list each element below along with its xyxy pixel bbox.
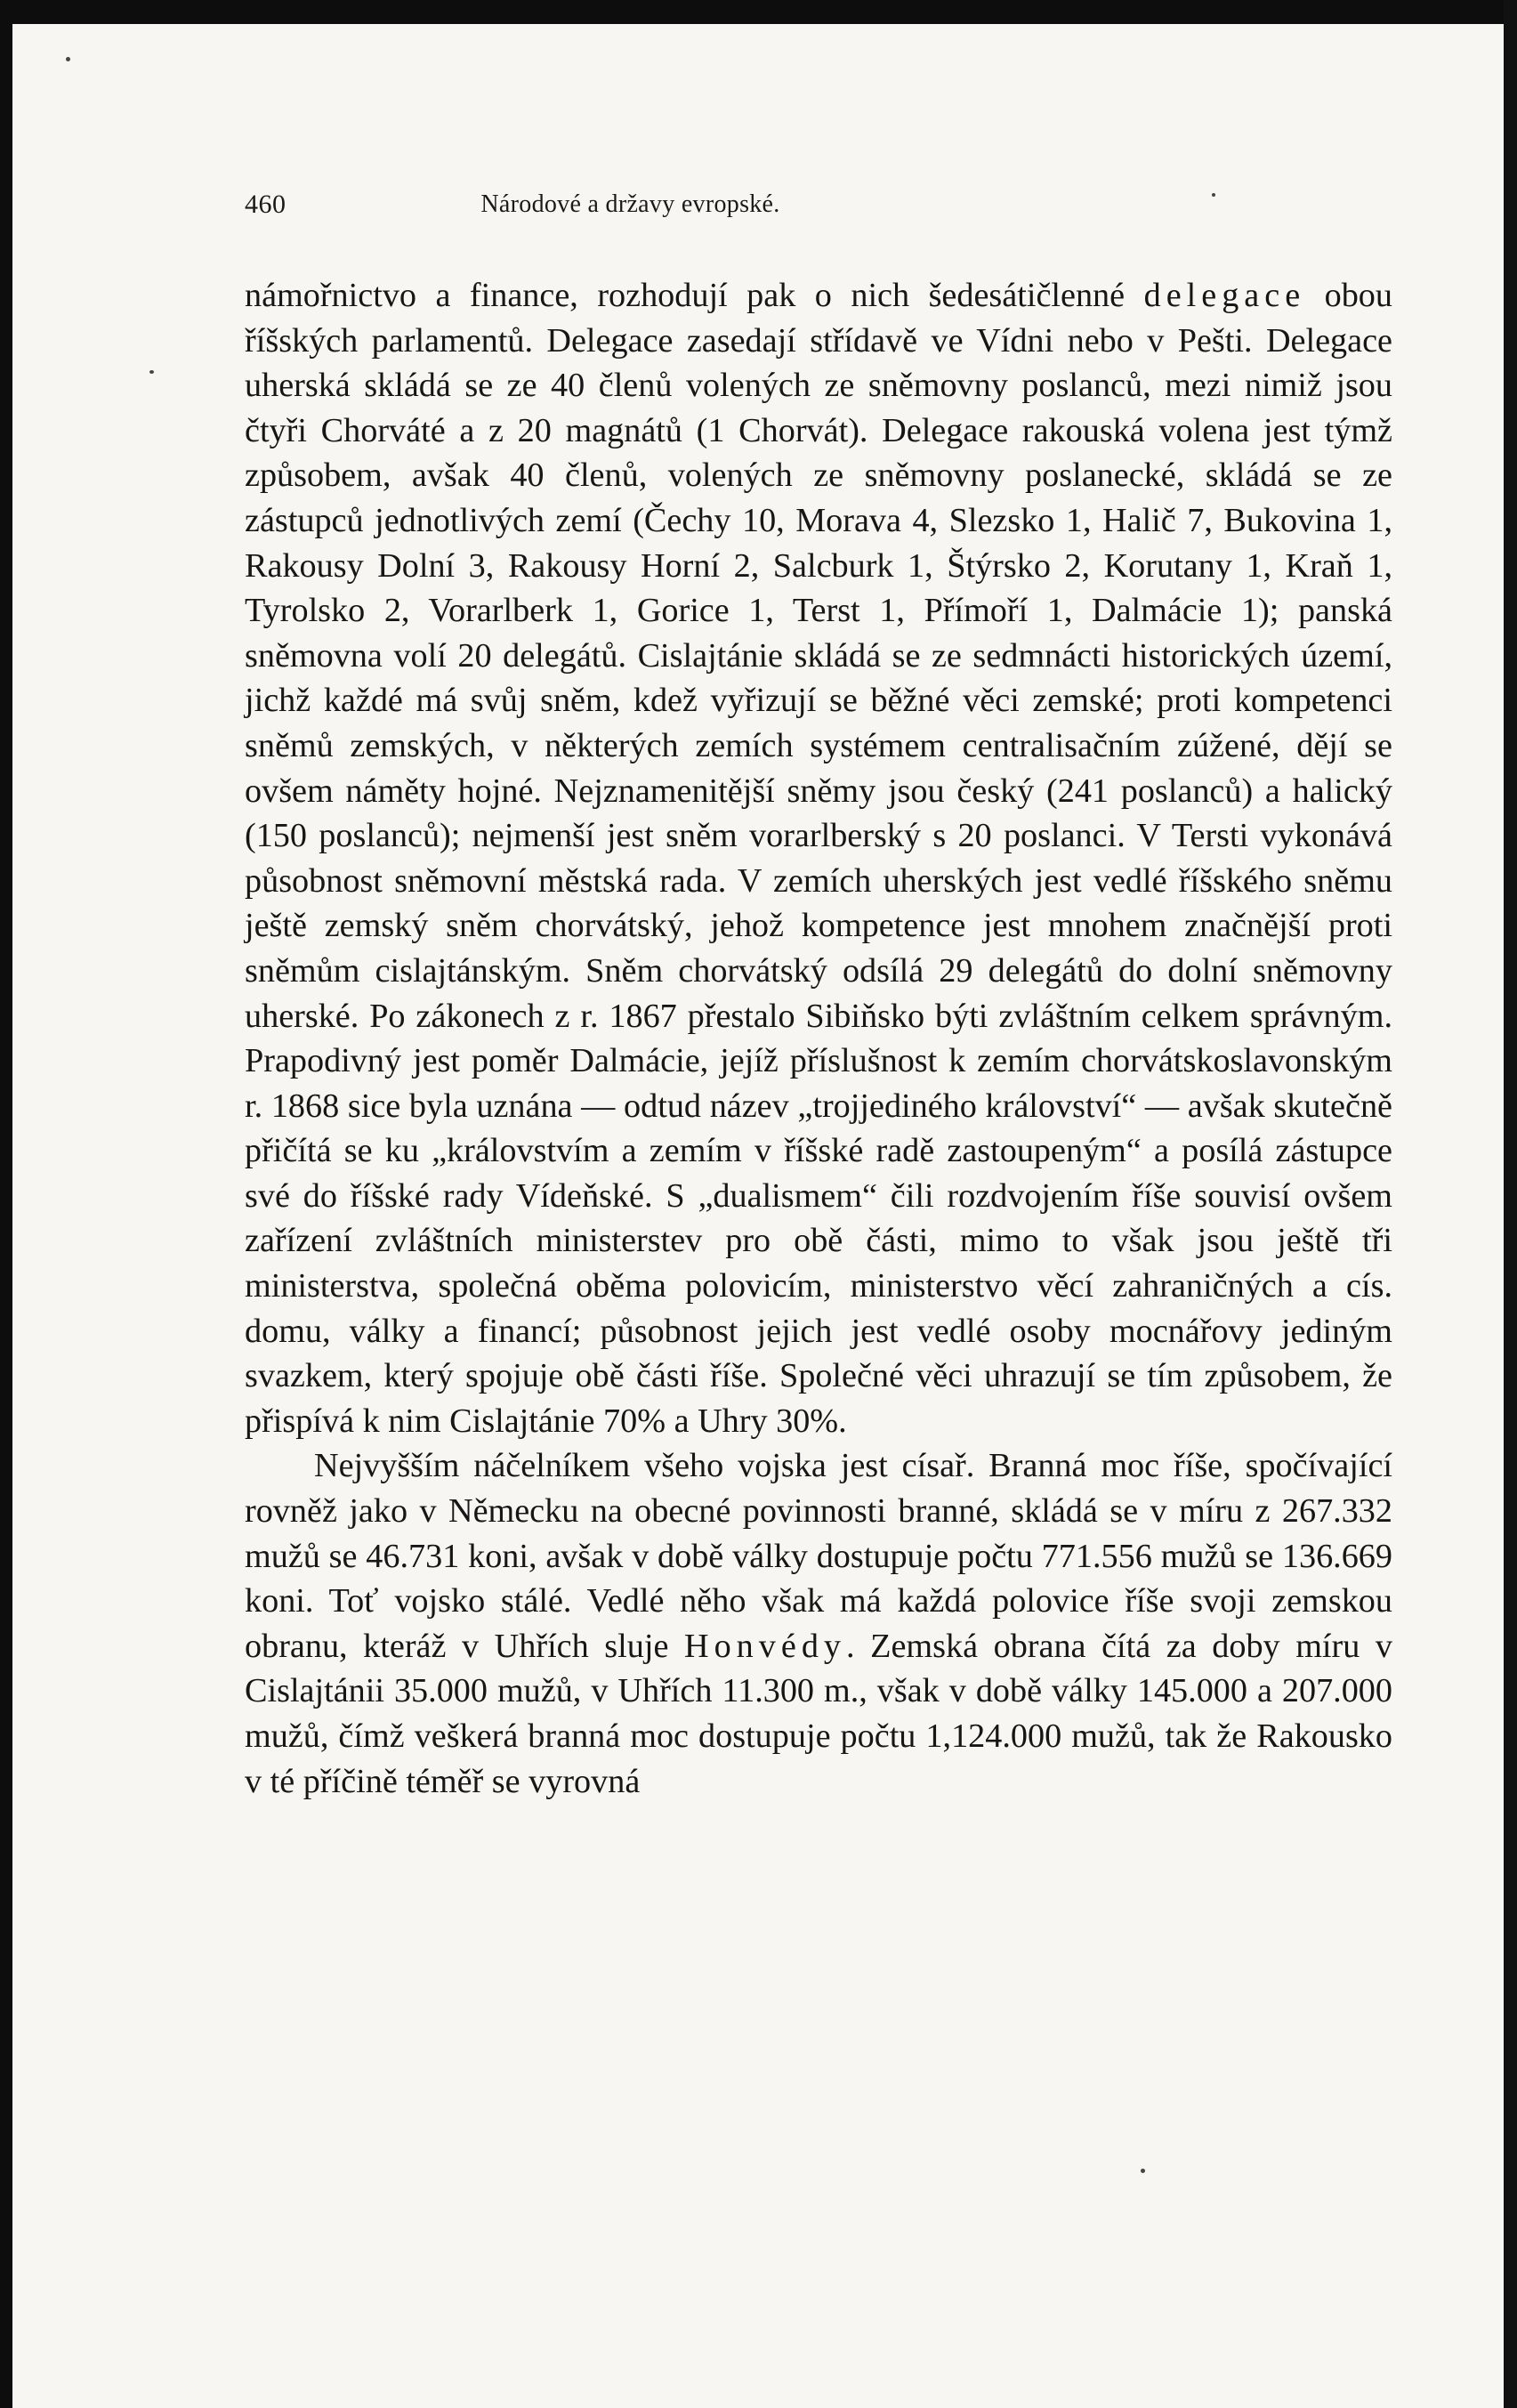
scan-speck <box>1141 2169 1145 2173</box>
text-segment: obou říšských parlamentů. Delegace zasedají střídavě ve Vídni nebo v Pešti. Delegace uherská skládá se ze 40 členů volených ze sněmovny poslanců, mezi nimiž jsou čtyři Chorváté a z 20 magnátů (1 Chorvát). Delegace rakouská volena jest týmž způsobem, avšak 40 členů, volených ze sněmovny poslanecké, skládá se ze zástupců jednotlivých zemí (Čechy 10, Morava 4, Slezsko 1, Halič 7, Bukovina 1, Rakousy Dolní 3, Rakousy Horní 2, Salcburk 1, Štýrsko 2, Korutany 1, Kraň 1, Tyrolsko 2, Vorarlberk 1, Gorice 1, Terst 1, Přímoří 1, Dalmácie 1); panská sněmovna volí 20 delegátů. Cislajtánie skládá se ze sedmnácti historických území, jichž každé má svůj sněm, kdež vyřizují se běžné věci zemské; proti kompetenci sněmů zemských, v některých zemích systémem centralisačním zúžené, dějí se ovšem náměty hojné. Nejznamenitější sněmy jsou český (241 poslanců) a halický (150 poslanců); nejmenší jest sněm vorarlberský s 20 poslanci. V Tersti vykonává působnost sněmovní městská rada. V zemích uherských jest vedlé říšského sněmu ještě zemský sněm chorvátský, jehož kompetence jest mnohem značnější proti sněmům cislajtánským. Sněm chorvátský odsílá 29 delegátů do dolní sněmovny uherské. Po zákonech z r. 1867 přestalo Sibiňsko býti zvláštním celkem správným. Prapodivný jest poměr Dalmácie, jejíž příslušnost k zemím chorvátskoslavonským r. 1868 sice byla uznána — odtud název „trojjediného království“ — avšak skutečně přičítá se ku „královstvím a zemím v říšské radě zastoupeným“ a posílá zástupce své do říšské rady Vídeňské. S „dualismem“ čili rozdvojením říše souvisí ovšem zařízení zvláštních ministerstev pro obě části, mimo to však jsou ještě tři ministerstva, společná oběma polovicím, ministerstvo věcí zahraničných a cís. domu, války a financí; působnost jejich jest vedlé osoby mocnářovy jediným svazkem, který spojuje obě části říše. Společné věci uhrazují se tím způsobem, že přispívá k nim Cislajtánie 70% a Uhry 30%. <box>245 277 1392 1440</box>
running-title: Národové a državy evropské. <box>480 190 780 218</box>
spaced-term: Honvédy <box>684 1627 847 1665</box>
body-text <box>245 273 1392 1804</box>
page-number: 460 <box>245 190 286 219</box>
text-segment: námořnictvo a finance, rozhodují pak o nich šedesátičlenné <box>245 277 1144 314</box>
scan-border <box>1504 0 1517 2408</box>
spaced-term: delegace <box>1143 277 1306 314</box>
scan-speck <box>66 57 70 61</box>
scan-speck <box>1212 193 1215 197</box>
scan-speck <box>149 370 154 374</box>
paragraph <box>245 273 1392 1443</box>
page-header <box>245 187 1016 222</box>
text-segment: Nejvyšším náčelníkem všeho vojska jest císař. Branná moc říše, spočívající rovněž jako v Německu na obecné povinnosti branné, skládá se v míru z 267.332 mužů se 46.731 koni, avšak v době války dostupuje počtu 771.556 mužů se 136.669 koni. Toť vojsko stálé. Vedlé něho však má každá polovice říše svoji zemskou obranu, kteráž v Uhřích sluje <box>245 1447 1392 1665</box>
paragraph <box>245 1443 1392 1804</box>
text-segment: . Zemská obrana čítá za doby míru v Cislajtánii 35.000 mužů, v Uhřích 11.300 m., však v době války 145.000 a 207.000 mužů, čímž veškerá branná moc dostupuje počtu 1,124.000 mužů, tak že Rakousko v té příčině téměř se vyrovná <box>245 1627 1392 1800</box>
